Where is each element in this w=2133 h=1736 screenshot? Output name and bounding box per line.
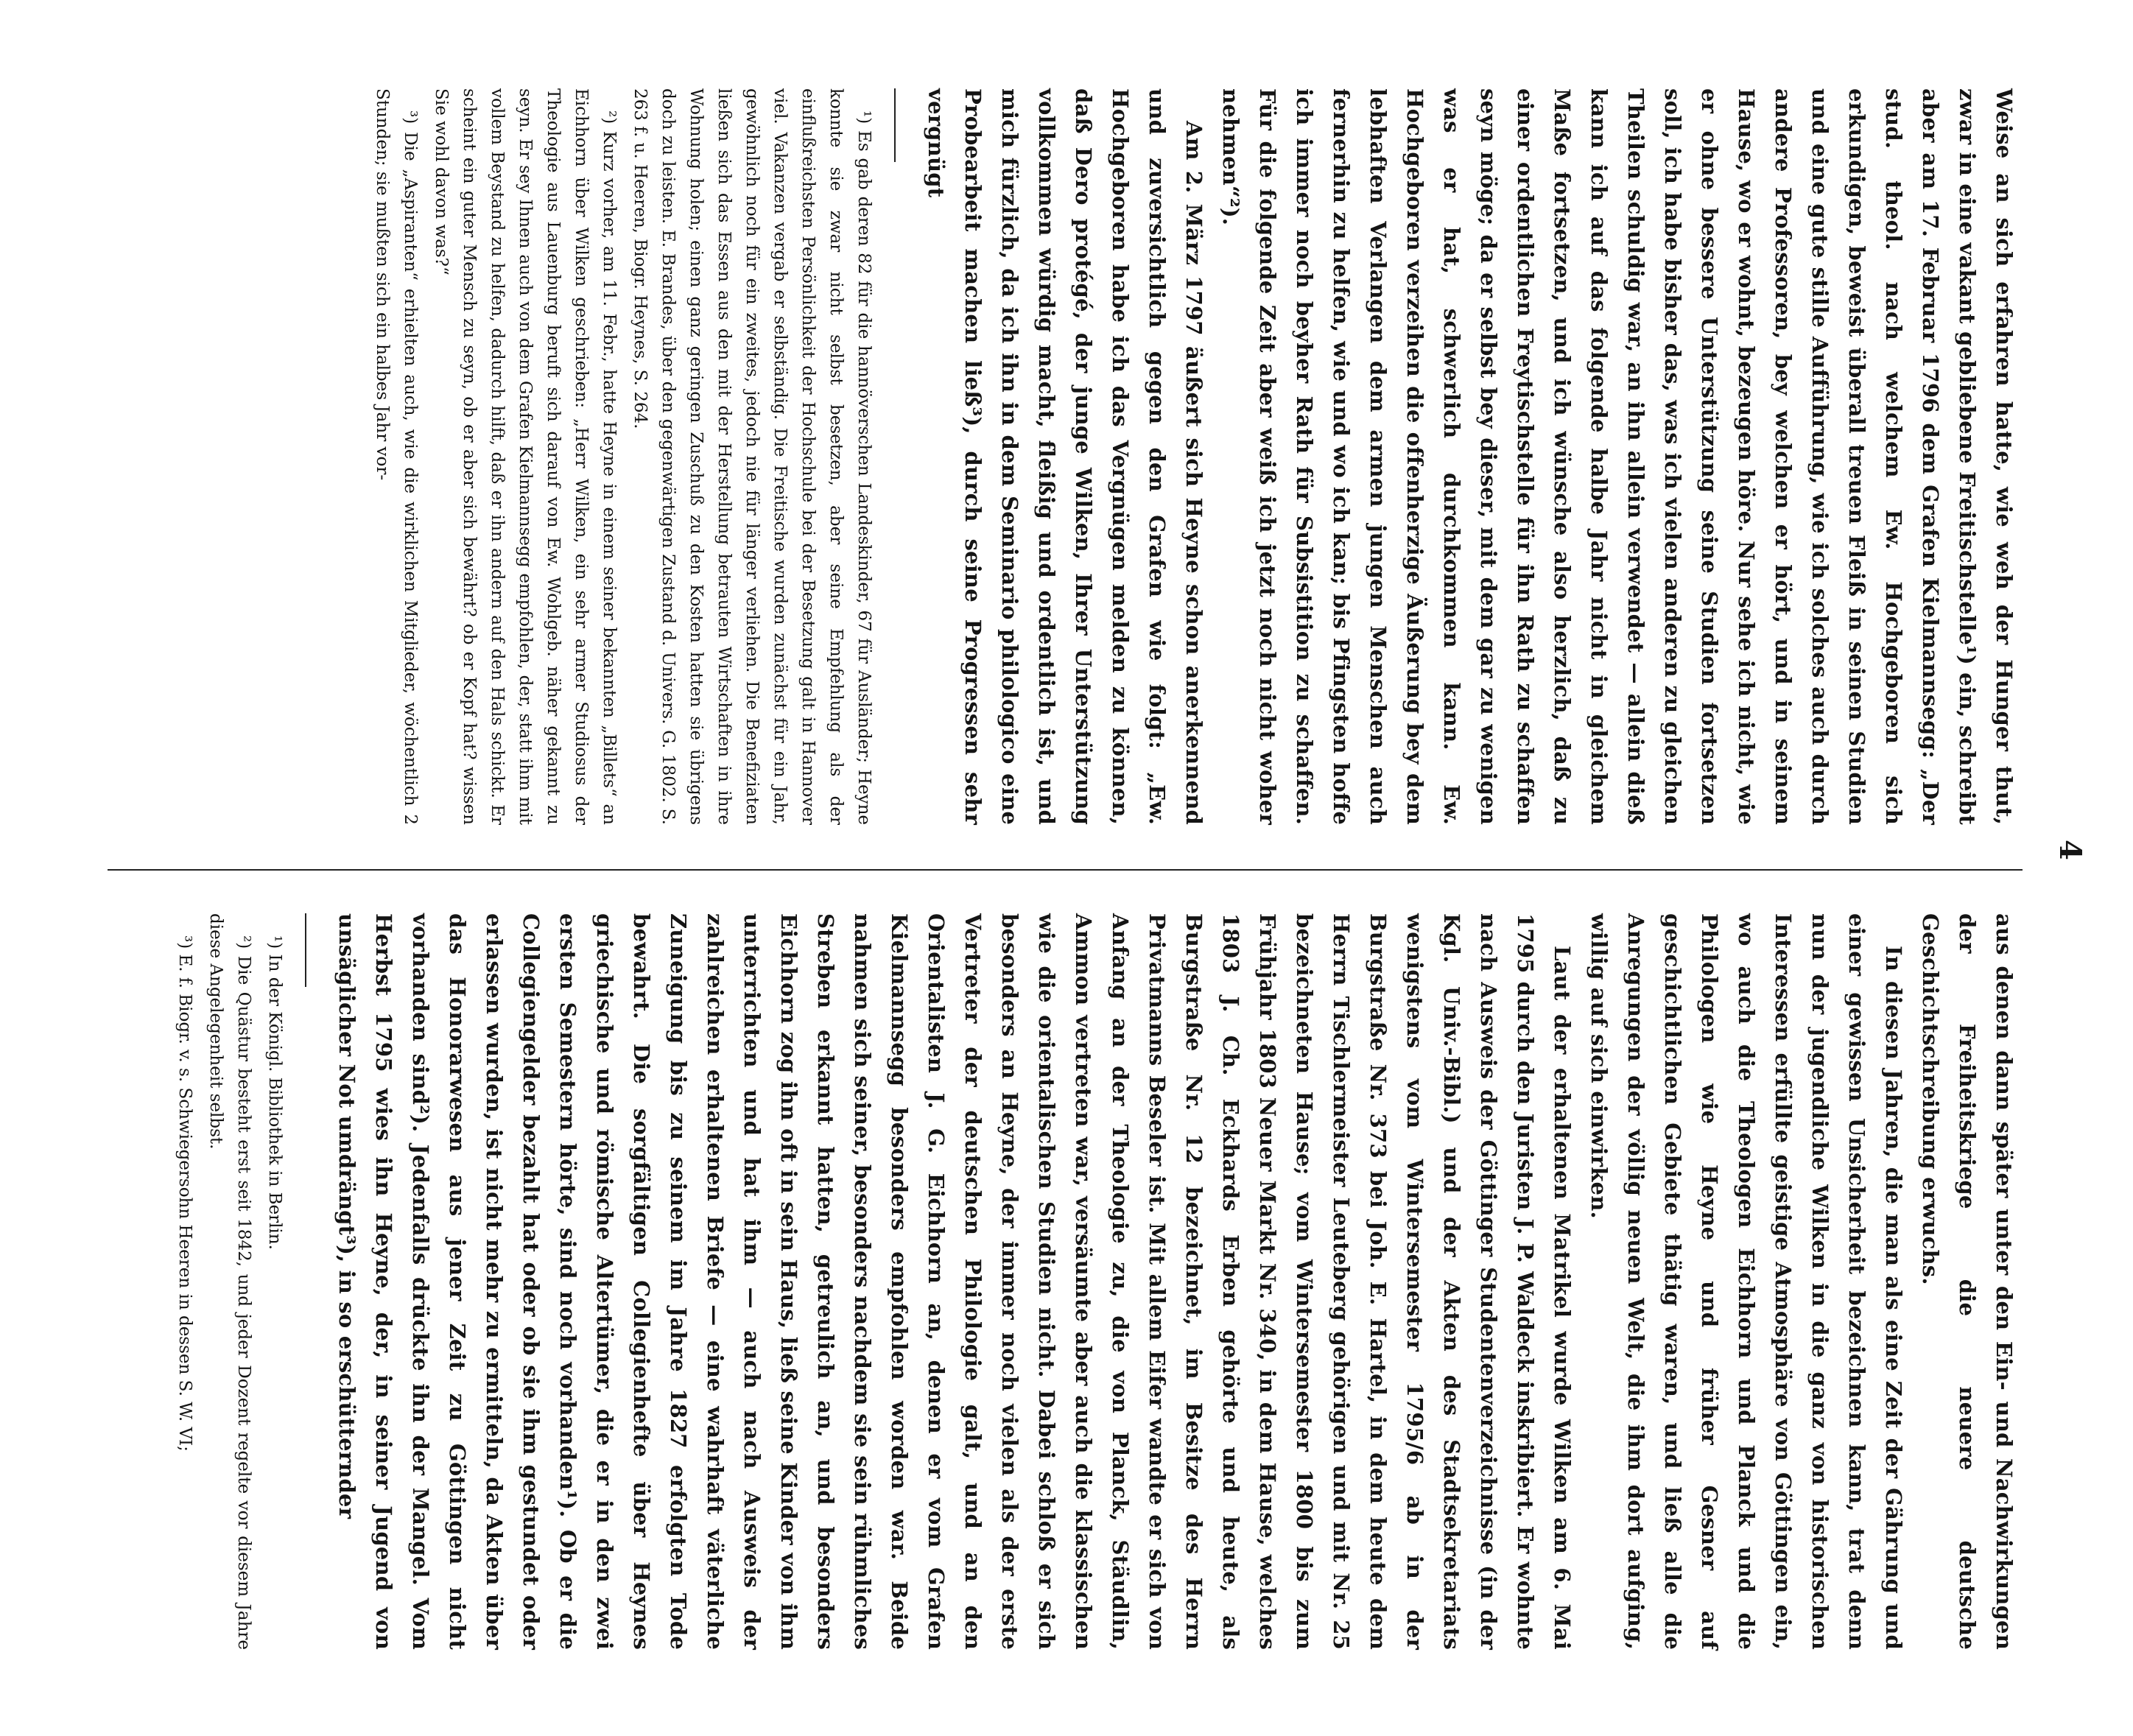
footnote-rule [305, 913, 306, 987]
body-paragraph: In diesen Jahren, die man als eine Zeit der Gährung und einer gewissen Unsicherheit bezeichnen kann, trat denn nun der jugendliche Wilken in die ganz von historischen Interessen erfüllte geistige Atmosphäre von Göttingen ein, wo auch die Theologen Eichhorn und Planck und die Philologen wie Heyne und früher Gesner auf geschichtlichen Gebiete thätig waren, und ließ alle die Anregungen der völlig neuen Welt, die ihm dort aufging, willig auf sich einwirken. [1586, 913, 1906, 1650]
footnote: ²) Kurz vorher, am 11. Febr., hatte Heyne in einem seiner bekannten „Billets“ an Eichhorn über Wilken geschrieben: „Herr Wilken, ein sehr armer Studiosus der Theologie aus Lauenburg beruft sich darauf von Ew. Wohlgeb. näher gekannt zu seyn. Er sey Ihnen auch von dem Grafen Kielmannsegg empfohlen, der, statt ihm mit vollem Beystand zu helfen, dadurch hilft, daß er ihn andern auf den Hals schickt. Er scheint ein guter Mensch zu seyn, ob er aber sich bewährt? ob er Kopf hat? wissen Sie wohl davon was?“ [432, 88, 619, 825]
left-column [365, 88, 2023, 825]
footnote: ²) Die Quästur besteht erst seit 1842, und jeder Dozent regelte vor diesem Jahre diese Angelegenheit selbst. [206, 913, 253, 1650]
body-paragraph: Laut der erhaltenen Matrikel wurde Wilken am 6. Mai 1795 durch den Juristen J. P. Waldeck inskribiert. Er wohnte nach Ausweis der Göttinger Studentenverzeichnisse (in der Kgl. Univ.-Bibl.) und der Akten des Stadtsekretariats wenigstens vom Wintersemester 1795/6 ab in der Burgstraße Nr. 373 bei Joh. E. Hartel, in dem heute dem Herrn Tischlermeister Leuteberg gehörigen und mit Nr. 25 bezeichneten Hause; vom Wintersemester 1800 bis zum Frühjahr 1803 Neuer Markt Nr. 340, in dem Hause, welches 1803 J. Ch. Eckhards Erben gehörte und heute, als Burgstraße Nr. 12 bezeichnet, im Besitze des Herrn Privatmanns Beseler ist. Mit allem Eifer wandte er sich von Anfang an der Theologie zu, die von Planck, Stäudlin, Ammon vertreten war, versäumte aber auch die klassischen wie die orientalischen Studien nicht. Dabei schloß er sich besonders an Heyne, der immer noch vielen als der erste Vertreter der deutschen Philologie galt, und an den Orientalisten J. G. Eichhorn an, denen er vom Grafen Kielmannsegg besonders empfohlen worden war. Beide nahmen sich seiner, besonders nachdem sie sein rühmliches Streben erkannt hatten, getreulich an, und besonders Eichhorn zog ihn oft in sein Haus, ließ seine Kinder von ihm unterrichten und hat ihm — auch nach Ausweis der zahlreichen erhaltenen Briefe — eine wahrhaft väterliche Zuneigung bis zu seinem im Jahre 1827 erfolgten Tode bewahrt. Die sorgfältigen Collegienhefte über Heynes griechische und römische Altertümer, die er in den zwei ersten Semestern hörte, sind noch vorhanden¹). Ob er die Collegiengelder bezahlt hat oder ob sie ihm gestundet oder erlassen wurden, ist nicht mehr zu ermitteln, da Akten über das Honorarwesen aus jener Zeit zu Göttingen nicht vorhanden sind²). Jedenfalls drückte ihn der Mangel. Vom Herbst 1795 wies ihn Heyne, der, in seiner Jugend von unsäglicher Not umdrängt³), in so erschütternder [334, 913, 1575, 1650]
footnotes [368, 88, 878, 825]
footnote: ¹) In der Königl. Bibliothek in Berlin. [265, 935, 284, 1250]
footnote: ¹) Es gab deren 82 für die hannöverschen Landeskinder, 67 für Ausländer; Heyne konnte sie zwar nicht selbst besetzen, aber seine Empfehlung als der einflußreichsten Persönlichkeit der Hochschule bei der Besetzung galt in Hannover viel. Vakanzen vergab er selbständig. Die Freitische wurden zunächst für ein Jahr, gewöhnlich noch für ein zweites, jedoch nie für länger verliehen. Die Benefiziaten ließen sich das Essen aus den mit der Herstellung betrauten Wirtschaften in ihre Wohnung holen; einen ganz geringen Zuschuß zu den Kosten hatten sie übrigens doch zu leisten. E. Brandes, über den gegenwärtigen Zustand d. Univers. G. 1802. S. 263 f. u. Heeren, Biogr. Heynes, S. 264. [630, 88, 874, 825]
footnote-rule [894, 88, 896, 162]
column-separator [108, 869, 2023, 871]
body-paragraph: aus denen dann später unter den Ein- und Nachwirkungen der Freiheitskriege die neuere deutsche Geschichtschreibung erwuchs. [1918, 913, 2017, 1650]
body-paragraph: Weise an sich erfahren hatte, wie weh der Hunger thut, zwar in eine vakant gebliebene Freitischstelle¹) ein, schreibt aber am 17. Februar 1796 dem Grafen Kielmannsegg: „Der stud. theol. nach welchem Ew. Hochgeboren sich erkundigen, beweist überall treuen Fleiß in seinen Studien und eine gute stille Aufführung, wie ich solches auch durch andere Professoren, bey welchen er hört, und in seinem Hause, wo er wohnt, bezeugen höre. Nur sehe ich nicht, wie er ohne bessere Unterstützung seine Studien fortsetzen soll, ich habe bisher das, was ich vielen anderen zu gleichen Theilen schuldig war, an ihn allein verwendet — allein dieß kann ich auf das folgende halbe Jahr nicht in gleichem Maße fortsetzen, und ich wünsche also herzlich, daß zu einer ordentlichen Freytischstelle für ihn Rath zu schaffen seyn möge; da er selbst bey dieser, mit dem gar zu wenigen was er hat, schwerlich durchkommen kann. Ew. Hochgeboren verzeihen die offenherzige Äußerung bey dem lebhaften Verlangen dem armen jungen Menschen auch fernerhin zu helfen, wie und wo ich kan; bis Pfingsten hoffe ich immer noch beyher Rath für Subsistition zu schaffen. Für die folgende Zeit aber weiß ich jetzt noch nicht woher nehmen“²). [1218, 88, 2017, 825]
page-number: 4 [2053, 840, 2087, 860]
footnotes [171, 913, 289, 1650]
right-column [168, 913, 2023, 1650]
body-paragraph: Am 2. März 1797 äußert sich Heyne schon anerkennend und zuversichtlich gegen den Grafen wie folgt: „Ew. Hochgeboren habe ich das Vergnügen melden zu können, daß Dero protégé, der junge Wilken, Ihrer Unterstützung vollkommen würdig macht, fleißig und ordentlich ist, und mich fürzlich, da ich ihn in dem Seminario philologico eine Probearbeit machen ließ³), durch seine Progressen sehr vergnügt [924, 88, 1206, 825]
footnote: ³) Die „Aspiranten“ erhielten auch, wie die wirklichen Mitglieder, wöchentlich 2 Stunden; sie mußten sich ein halbes Jahr vor- [373, 88, 420, 825]
footnote: ³) E. f. Biogr. v. s. Schwiegersohn Heeren in dessen S. W. VI; [175, 935, 194, 1452]
